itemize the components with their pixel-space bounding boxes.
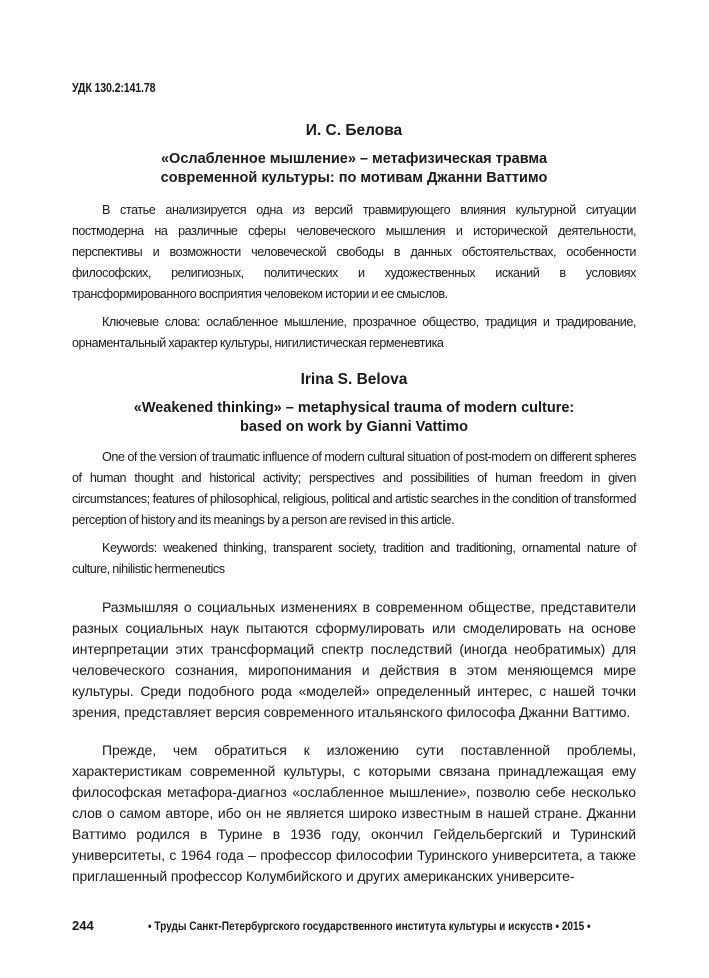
keywords-en: Keywords: weakened thinking, transparent society, tradition and traditioning, ornamental nature of culture, nihilistic hermeneutics [72, 541, 636, 576]
title-ru [72, 150, 636, 188]
author-en: Irina S. Belova [300, 371, 408, 388]
title-en-line2: based on work by Gianni Vattimo [239, 419, 468, 435]
keywords-ru: Ключевые слова: ослабленное мышление, прозрачное общество, традиция и традирование, орнаментальный характер культуры, нигилистическая герменевтика [72, 315, 636, 350]
page-number: 244 [72, 918, 94, 933]
title-en [72, 399, 636, 437]
abstract-en: One of the version of traumatic influence of modern cultural situation of post-modern on different spheres of human thought and historical activity; perspectives and possibilities of human freedom in given circumstances; features of philosophical, religious, political and artistic searches in the condition of transformed perception of history and its meanings by a person are revised in this article. [72, 450, 636, 527]
title-ru-line2: современной культуры: по мотивам Джанни Ваттимо [160, 170, 548, 186]
body-paragraph-1: Размышляя о социальных изменениях в современном обществе, представители разных социальных наук пытаются сформулировать или смоделировать на основе интерпретации этих трансформаций спектр последствий (иногда необратимых) для человеческого сознания, миропонимания и действия в этом меняющемся мире культуры. Среди подобного рода «моделей» определенный интерес, с нашей точки зрения, представляет версия современного итальянского философа Джанни Ваттимо. [72, 599, 636, 720]
journal-name: • Труды Санкт-Петербургского государственного института культуры и искусств • 2015 • [148, 919, 591, 933]
title-en-line1: «Weakened thinking» – metaphysical trauma of modern culture: [133, 400, 575, 416]
title-ru-line1: «Ослабленное мышление» – метафизическая травма [160, 151, 548, 167]
body-paragraph-2: Прежде, чем обратиться к изложению сути поставленной проблемы, характеристикам современной культуры, с которыми связана принадлежащая ему философская метафора-диагноз «ослабленное мышление», позволю себе несколько слов о самом авторе, ибо он не является широко известным в нашей стране. Джанни Ваттимо родился в Турине в 1936 году, окончил Гейдельбергский и Туринский университеты, с 1964 года – профессор философии Туринского университета, а также приглашенный профессор Колумбийского и других американских университе- [72, 742, 636, 884]
article-page [72, 0, 636, 978]
abstract-ru: В статье анализируется одна из версий травмирующего влияния культурной ситуации постмодерна на различные сферы человеческого мышления и исторической деятельности, перспективы и возможности человеческой свободы в данных обстоятельствах, особенности философских, религиозных, политических и художественных исканий в условиях трансформированного восприятия человеком истории и ее смыслов. [72, 203, 636, 301]
author-ru: И. С. Белова [305, 122, 403, 139]
udk-code: УДК 130.2:141.78 [72, 80, 156, 95]
